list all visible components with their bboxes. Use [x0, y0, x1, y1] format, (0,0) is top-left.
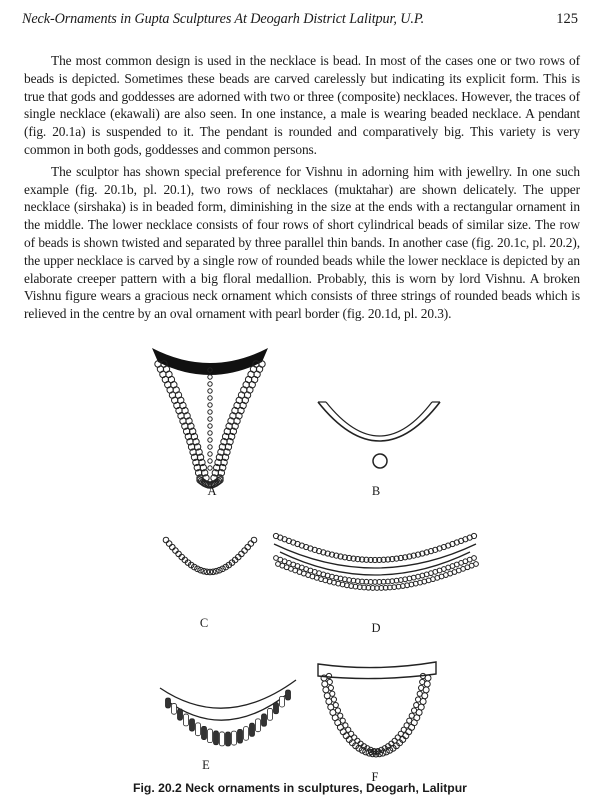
ornament-a-drawing [152, 348, 268, 488]
figure-label-c: C [199, 616, 209, 630]
page-header [22, 11, 578, 31]
figure-label-e: E [202, 758, 210, 772]
figure-label-a: A [207, 484, 217, 498]
ornament-b-drawing [318, 402, 440, 468]
figure-drawings [0, 330, 600, 780]
figure-caption: Fig. 20.2 Neck ornaments in sculptures, Deogarh, Lalitpur [133, 781, 467, 795]
body-text [24, 52, 580, 327]
ornament-e-drawing [160, 680, 296, 746]
ornament-d-drawing [273, 533, 478, 590]
page-number: 125 [556, 11, 578, 27]
figure-label-f: F [371, 770, 379, 784]
paragraph-1: The most common design is used in the necklace is bead. In most of the cases one or two rows of beads is depicted. Sometimes these beads are carved carelessly but indicating its explicit form. This is true that gods and goddesses are adorned with two or three (composite) necklaces. However, the traces of single necklace (ekawali) are also seen. In one instance, a male is wearing beaded necklace. A pendant (fig. 20.1a) is suspended to it. The pendant is rounded and comparatively big. This variety is very common in both gods, goddesses and common persons. [24, 53, 580, 157]
ornament-f-drawing [318, 662, 436, 757]
figure-label-d: D [371, 621, 381, 635]
figure-label-b: B [371, 484, 381, 498]
ornament-c-drawing [163, 537, 257, 575]
running-title: Neck-Ornaments in Gupta Sculptures At Deogarh District Lalitpur, U.P. [22, 11, 425, 27]
paragraph-2: The sculptor has shown special preference for Vishnu in adorning him with jewellry. In one such example (fig. 20.1b, pl. 20.1), two rows of necklaces (muktahar) are shown delicately. The upper necklace (sirshaka) is in beaded form, diminishing in the size at the ends with a rectangular ornament in the middle. The lower necklace consists of four rows of short cylindrical beads of similar size. The row of beads is shown twisted and separated by three parallel thin bands. In another case (fig. 20.1c, pl. 20.2), the upper necklace is carved by a single row of rounded beads while the lower necklace is depicted by an elaborate creeper pattern with a big floral medallion. Probably, this is worn by lord Vishnu. A broken Vishnu figure wears a gracious neck ornament which consists of three strings of rounded beads which is relieved in the centre by an oval ornament with pearl border (fig. 20.1d, pl. 20.3). [24, 163, 580, 322]
figure-neck-ornaments [0, 330, 600, 784]
